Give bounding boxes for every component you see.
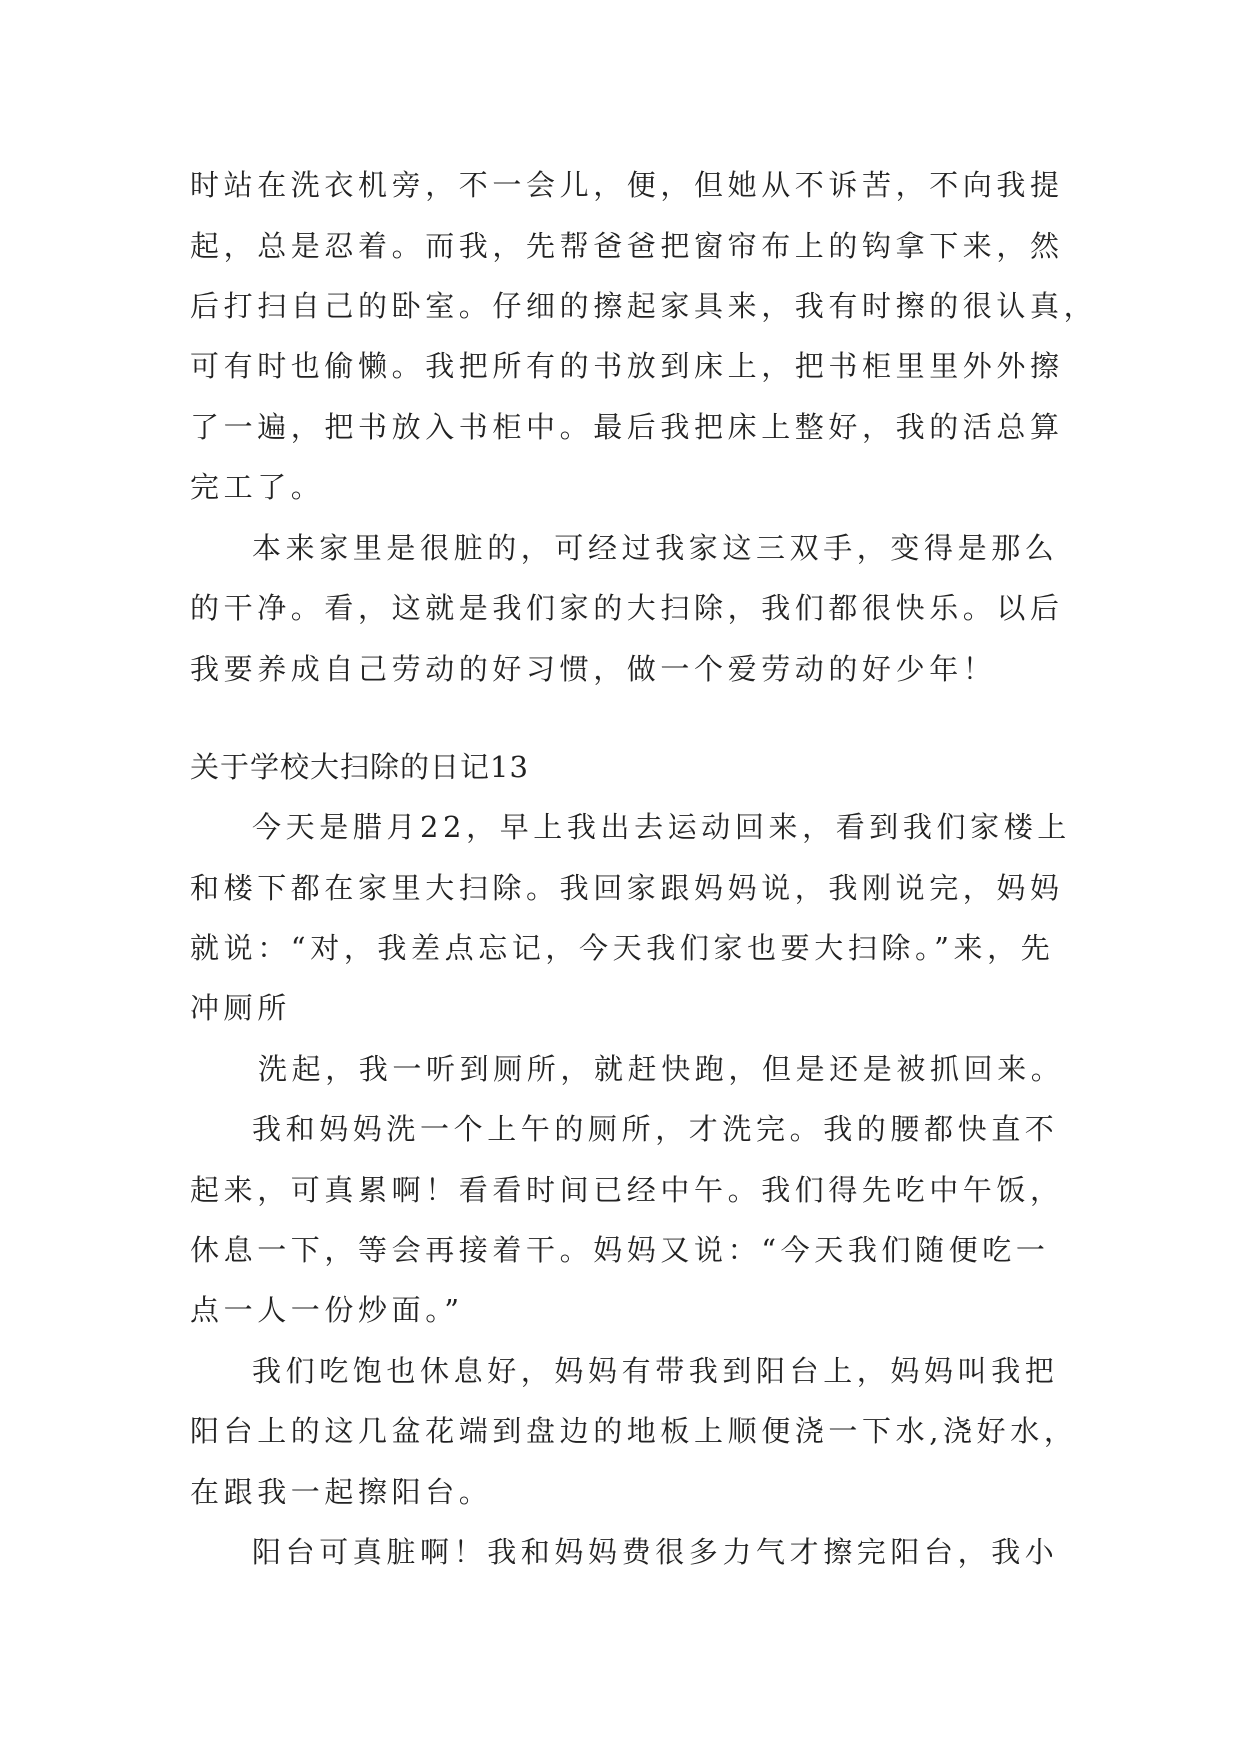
paragraph-line: 在跟我一起擦阳台。 — [190, 1475, 493, 1509]
paragraph-line: 阳台上的这几盆花端到盘边的地板上顺便浇一下水,浇好水， — [190, 1414, 1078, 1448]
paragraph-line: 本来家里是很脏的，可经过我家这三双手，变得是那么 — [252, 531, 1059, 565]
paragraph-line: 洗起，我一听到厕所，就赶快跑，但是还是被抓回来。 — [258, 1052, 1065, 1086]
paragraph-line: 休息一下，等会再接着干。妈妈又说：“今天我们随便吃一 — [190, 1233, 1050, 1267]
paragraph-line: 起，总是忍着。而我，先帮爸爸把窗帘布上的钩拿下来，然 — [190, 229, 1064, 263]
paragraph-line: 了一遍，把书放入书柜中。最后我把床上整好，我的活总算 — [190, 410, 1064, 444]
section-title: 关于学校大扫除的日记13 — [190, 750, 529, 784]
paragraph-line: 我们吃饱也休息好，妈妈有带我到阳台上，妈妈叫我把 — [252, 1354, 1059, 1388]
paragraph-line: 完工了。 — [190, 470, 325, 504]
paragraph-line: 点一人一份炒面。” — [190, 1293, 464, 1327]
paragraph-line: 就说：“对，我差点忘记，今天我们家也要大扫除。”来，先 — [190, 931, 1055, 965]
paragraph-line: 后打扫自己的卧室。仔细的擦起家具来，我有时擦的很认真， — [190, 289, 1098, 323]
paragraph-line: 可有时也偷懒。我把所有的书放到床上，把书柜里里外外擦 — [190, 349, 1064, 383]
paragraph-line: 的干净。看，这就是我们家的大扫除，我们都很快乐。以后 — [190, 591, 1064, 625]
paragraph-line: 冲厕所 — [190, 991, 291, 1025]
paragraph-line: 起来，可真累啊！看看时间已经中午。我们得先吃中午饭， — [190, 1173, 1064, 1207]
paragraph-line: 我和妈妈洗一个上午的厕所，才洗完。我的腰都快直不 — [252, 1112, 1059, 1146]
paragraph-line: 时站在洗衣机旁，不一会儿，便，但她从不诉苦，不向我提 — [190, 168, 1064, 202]
paragraph-line: 我要养成自己劳动的好习惯，做一个爱劳动的好少年！ — [190, 652, 997, 686]
paragraph-line: 阳台可真脏啊！我和妈妈费很多力气才擦完阳台，我小 — [252, 1535, 1059, 1569]
paragraph-line: 和楼下都在家里大扫除。我回家跟妈妈说，我刚说完，妈妈 — [190, 871, 1064, 905]
paragraph-line: 今天是腊月22，早上我出去运动回来，看到我们家楼上 — [252, 810, 1071, 844]
